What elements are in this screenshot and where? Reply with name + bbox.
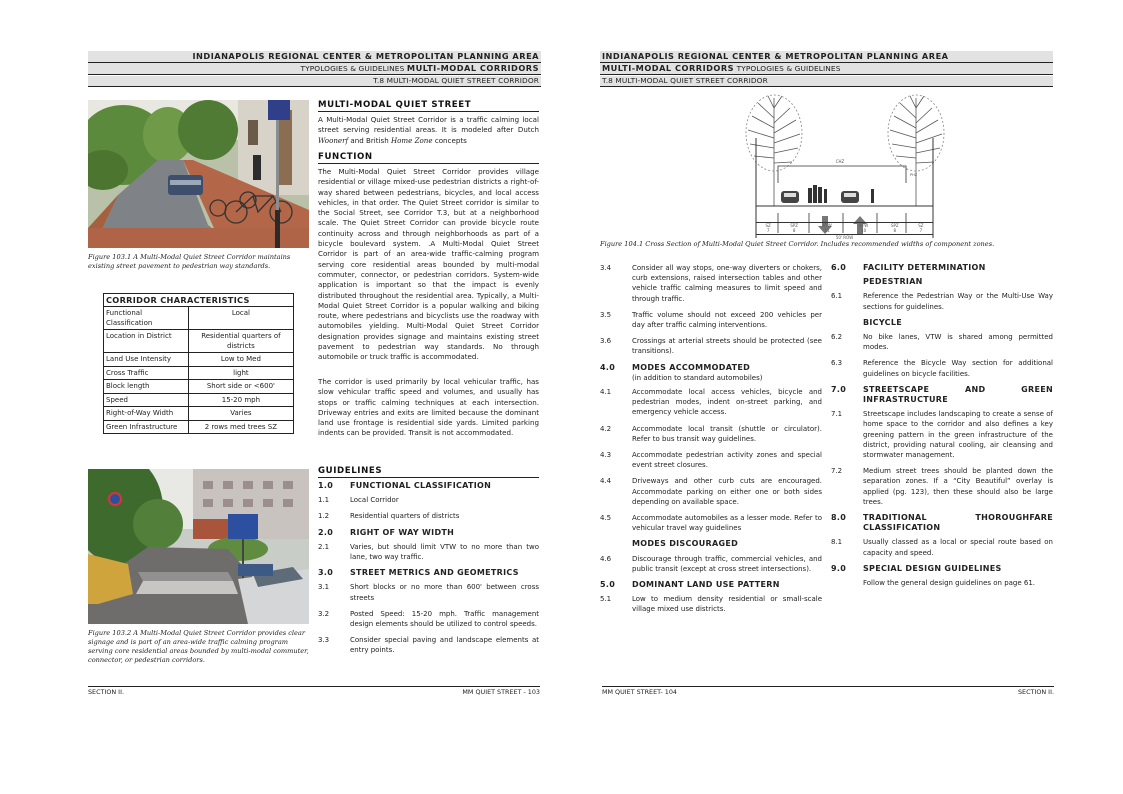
guideline-item [318,635,539,655]
guideline-subtext: (in addition to standard automobiles) [632,373,763,382]
guideline-number: 6.3 [831,359,843,368]
pedestrians-icon [808,185,827,203]
guideline-item [600,424,822,444]
guideline-item [831,466,1053,507]
guideline-number: 7.2 [831,467,843,476]
header-line-2: MULTI-MODAL CORRIDORS TYPOLOGIES & GUIDELINES [600,63,1053,75]
footer-section: SECTION II. [1018,688,1054,696]
guideline-text: Varies, but should limit VTW to no more than two lane, two way traffic. [350,542,539,562]
guideline-number: 4.3 [600,451,612,460]
row-label: Functional Classification [104,307,189,330]
footer-section: SECTION II. [88,688,124,696]
guideline-text: Consider special paving and landscape elements at entry points. [350,636,539,655]
guideline-text: Crossings at arterial streets should be protected (see transitions). [632,337,822,356]
guideline-heading [600,539,822,549]
footer-page-number: MM QUIET STREET- 104 [602,688,677,696]
guideline-text: PEDESTRIAN [863,277,923,287]
guideline-heading [831,277,1053,287]
guideline-number: 9.0 [831,563,847,573]
footer-page-number: MM QUIET STREET - 103 [462,688,540,696]
guideline-item [318,542,539,562]
guideline-heading [600,363,822,383]
guideline-number: 1.2 [318,512,330,521]
guideline-heading [831,385,1053,405]
row-value: light [188,366,293,380]
guideline-item [318,582,539,602]
guideline-number: 4.5 [600,514,612,523]
guideline-text: STREETSCAPE AND GREEN INFRASTRUCTURE [863,384,1053,405]
guideline-text: FACILITY DETERMINATION [863,263,986,272]
guideline-number: 3.2 [318,609,330,618]
row-value: Short side or <600' [188,380,293,394]
guideline-text: Posted Speed: 15-20 mph. Traffic management design elements should be utilized to control speeds. [350,609,539,629]
guideline-number: 8.1 [831,538,843,547]
guideline-heading [600,580,822,590]
guideline-item [600,450,822,470]
guideline-heading [831,513,1053,533]
intro-paragraph: A Multi-Modal Quiet Street Corridor is a traffic calming local street serving residential areas. It is modeled after Dutch Woonerf and British Home Zone concepts [318,115,539,145]
zone-width: 8 [893,228,897,233]
guideline-number: 5.1 [600,595,612,604]
guideline-number: 4.4 [600,477,612,486]
guideline-text: Accommodate local access vehicles, bicycle and pedestrian modes, indent on-street parking, and emergency vehicle access. [632,388,822,417]
guideline-item [831,291,1053,311]
table-row [104,330,294,353]
guideline-number: 4.6 [600,554,612,563]
guideline-item [318,511,539,521]
guideline-heading [318,481,539,491]
guideline-item [600,476,822,507]
guideline-text: Short blocks or no more than 600' between cross streets [350,583,539,602]
row-label: Speed [104,393,189,407]
guideline-text: Accommodate pedestrian activity zones and special event street closures. [632,451,822,470]
running-header [88,51,541,88]
guideline-item [600,387,822,418]
figure-103-2-caption: Figure 103.2 A Multi-Modal Quiet Street Corridor provides clear signage and is part of an area-wide traffic calming program serving core residential areas bounded by multi-modal commuter, connector, or pedestrian corridors. [88,629,309,664]
table-row [104,353,294,367]
zone-width: 11 [824,228,830,233]
row-label: Land Use Intensity [104,353,189,367]
guideline-item [831,578,1053,588]
guideline-text: MODES ACCOMMODATED [632,362,751,372]
guideline-text: Streetscape includes landscaping to create a sense of home space to the corridor and also defines a key greening pattern in the green infrastructure of the district, providing natural cooling, air cleansing and stormwater management. [863,410,1053,460]
guideline-text: Consider all way stops, one-way diverters or chokers, curb extensions, raised intersection tables and other vehicle traffic calming measures to limit speed and through traffic. [632,264,822,303]
page-footer [602,686,1054,698]
guideline-number: 6.2 [831,333,843,342]
guideline-text: Residential quarters of districts [350,512,460,521]
guideline-item [600,513,822,533]
guideline-text: Driveways and other curb cuts are encouraged. Accommodate parking on either one or both sides depending on available space. [632,477,822,506]
row-label: Right-of-Way Width [104,407,189,421]
guideline-text: STREET METRICS AND GEOMETRICS [350,568,519,578]
zone-name: VTW [822,223,832,228]
row-value: Local [188,307,293,330]
car-left-icon [781,191,799,203]
guideline-number: 3.3 [318,636,330,645]
guideline-text: No bike lanes, VTW is shared among permitted modes. [863,333,1053,352]
photo-quiet-street-signage [88,469,309,624]
cross-section-diagram [740,88,1000,238]
row-value: Low to Med [188,353,293,367]
table-row [104,366,294,380]
table-title: CORRIDOR CHARACTERISTICS [104,294,294,307]
page-103 [0,0,561,794]
guidelines-right-column [831,263,1053,594]
guideline-text: DOMINANT LAND USE PATTERN [632,580,780,590]
guideline-number: 1.1 [318,496,330,505]
guideline-item [318,495,539,505]
guidelines-left-column [600,263,822,621]
guideline-number: 7.0 [831,384,847,394]
guideline-text: Usually classed as a local or special route based on capacity and speed. [863,538,1053,557]
page-footer [88,686,540,698]
zone-width: 8 [792,228,796,233]
pedestrian-icon [871,189,874,203]
guideline-text: RIGHT OF WAY WIDTH [350,527,455,537]
zone-name: SPZ [790,223,799,228]
guideline-item [318,609,539,629]
header-line-1: INDIANAPOLIS REGIONAL CENTER & METROPOLITAN PLANNING AREA [88,51,541,63]
guideline-item [600,554,822,574]
car-right-icon [841,191,859,203]
header-line-3: T.8 MULTI-MODAL QUIET STREET CORRIDOR [600,76,1053,88]
header-line-3: T.8 MULTI-MODAL QUIET STREET CORRIDOR [88,76,541,88]
zone-width: 10 [861,228,867,233]
guideline-number: 6.0 [831,263,847,272]
row-value: Varies [188,407,293,421]
guideline-number: 3.5 [600,310,612,319]
figure-103-1-caption: Figure 103.1 A Multi-Modal Quiet Street Corridor maintains existing street pavement to pedestrian way standards. [88,253,291,270]
guideline-text: Medium street trees should be planted down the separation zones. If a “City Beautiful” overlay is applied (pg. 123), then these should also be large trees. [863,467,1053,506]
guideline-item [600,310,822,330]
guideline-item [600,594,822,614]
guideline-item [600,336,822,356]
guideline-number: 2.0 [318,527,334,537]
row-label: Block length [104,380,189,394]
table-row [104,380,294,394]
corridor-characteristics-table [103,293,294,434]
intro-heading: MULTI-MODAL QUIET STREET [318,100,539,112]
guideline-number: 5.0 [600,580,616,590]
guideline-text: Discourage through traffic, commercial vehicles, and public transit (except at cross street intersections). [632,554,822,573]
header-line-2: TYPOLOGIES & GUIDELINES MULTI-MODAL CORRIDORS [88,63,541,75]
guideline-heading [318,528,539,538]
guideline-text: TRADITIONAL THOROUGHFARE CLASSIFICATION [863,513,1053,533]
table-row [104,393,294,407]
running-header [600,51,1053,88]
table-row [104,307,294,330]
guideline-number: 3.6 [600,337,612,346]
chz-label: CHZ [835,159,845,164]
guideline-text: Accommodate local transit (shuttle or circulator). Refer to bus transit way guidelines. [632,424,822,443]
guideline-number: 8.0 [831,513,847,523]
guideline-text: SPECIAL DESIGN GUIDELINES [863,563,1002,573]
guideline-number: 6.1 [831,292,843,301]
tree-left-icon [746,95,802,206]
guideline-item [831,537,1053,557]
tree-right-icon [888,95,944,206]
row-label: Location in District [104,330,189,353]
guideline-heading [318,568,539,578]
zone-width: 7 [766,228,770,233]
zone-width: 7 [919,228,923,233]
zone-name: SZ [918,223,924,228]
guideline-number: 4.2 [600,424,612,433]
guideline-item [831,332,1053,352]
phz-label: PHZ [910,173,918,177]
guideline-text: Follow the general design guidelines on page 61. [863,579,1036,588]
table-row [104,407,294,421]
guideline-text: Local Corridor [350,496,399,505]
guideline-text: Reference the Bicycle Way section for additional guidelines on bicycle facilities. [863,359,1053,378]
guideline-item [831,409,1053,460]
guideline-heading [831,318,1053,328]
row-value: Residential quarters of districts [188,330,293,353]
guideline-item [600,263,822,304]
guideline-text: FUNCTIONAL CLASSIFICATION [350,481,492,490]
guideline-text: MODES DISCOURAGED [632,539,739,549]
guideline-number: 3.4 [600,264,612,272]
photo-quiet-street-bicycles [88,100,309,248]
guideline-number: 2.1 [318,542,330,551]
table-row [104,420,294,434]
guideline-item [831,358,1053,378]
function-paragraph-1: The Multi-Modal Quiet Street Corridor provides village residential or village mixed-use pedestrian districts a right-of-way shared between pedestrians, bicycles, and local access vehicles, in that order. The Quiet Street corridor is similar to the Social Street, see Corridor T.3, but at a neighborhood scale. The Quiet Street Corridor can provide bicycle route continuity across and through neighborhoods as part of a bicycle boulevard system. .A Multi-Modal Quiet Street Corridor is part of an area-wide traffic-calming program serving core residential areas bounded by multi-modal commuter, connector, or pedestrian corridors. System-wide application is important so that the impact is evenly distributed throughout the residential area. Typically, a Multi-Modal Quiet Street Corridor is a popular walking and biking route, where pedestrians and bicyclists use the roadway with automobiles yielding. Multi-Modal Quiet Street Corridor designation provides signage and maintains existing street pavement to pedestrian way standards. No through automobile or truck traffic is accommodated. [318,167,539,362]
zone-name: VTW [859,223,869,228]
header-line-1: INDIANAPOLIS REGIONAL CENTER & METROPOLITAN PLANNING AREA [600,51,1053,63]
guideline-number: 4.1 [600,388,612,397]
guideline-heading [831,564,1053,574]
zone-name: SPZ [890,223,899,228]
guidelines-heading: GUIDELINES [318,466,539,478]
function-heading: FUNCTION [318,152,539,164]
page-104 [562,0,1123,794]
guideline-number: 4.0 [600,362,616,372]
guideline-heading [831,263,1053,273]
row-value: 2 rows med trees SZ [188,420,293,434]
guideline-number: 7.1 [831,410,843,419]
guideline-number: 3.1 [318,583,330,592]
guideline-text: Traffic volume should not exceed 200 vehicles per day after traffic calming interventions. [632,310,822,330]
guideline-text: Accommodate automobiles as a lesser mode. Refer to vehicular travel way guidelines [632,514,822,533]
guideline-text: BICYCLE [863,317,902,327]
guideline-number: 3.0 [318,568,334,578]
row-width-label: 50' ROW [756,234,933,240]
guideline-text: Low to medium density residential or small-scale village mixed use districts. [632,595,822,614]
guidelines-list [318,481,539,662]
function-paragraph-2: The corridor is used primarily by local vehicular traffic, has slow vehicular traffic speed and volumes, and usually has stops or traffic calming techniques at each intersection. Driveway entries and exits are limited because the dominant land use frontage is residential side yards. Limited parking indents can be provided. Transit is not accommodated. [318,377,539,438]
guideline-number: 1.0 [318,481,334,490]
zone-name: SZ [765,223,771,228]
guideline-text: Reference the Pedestrian Way or the Multi-Use Way sections for guidelines. [863,292,1053,311]
figure-104-1-caption: Figure 104.1 Cross Section of Multi-Modal Quiet Street Corridor. Includes recommended widths of component zones. [600,240,995,248]
row-label: Cross Traffic [104,366,189,380]
row-value: 15-20 mph [188,393,293,407]
row-label: Green Infrastructure [104,420,189,434]
